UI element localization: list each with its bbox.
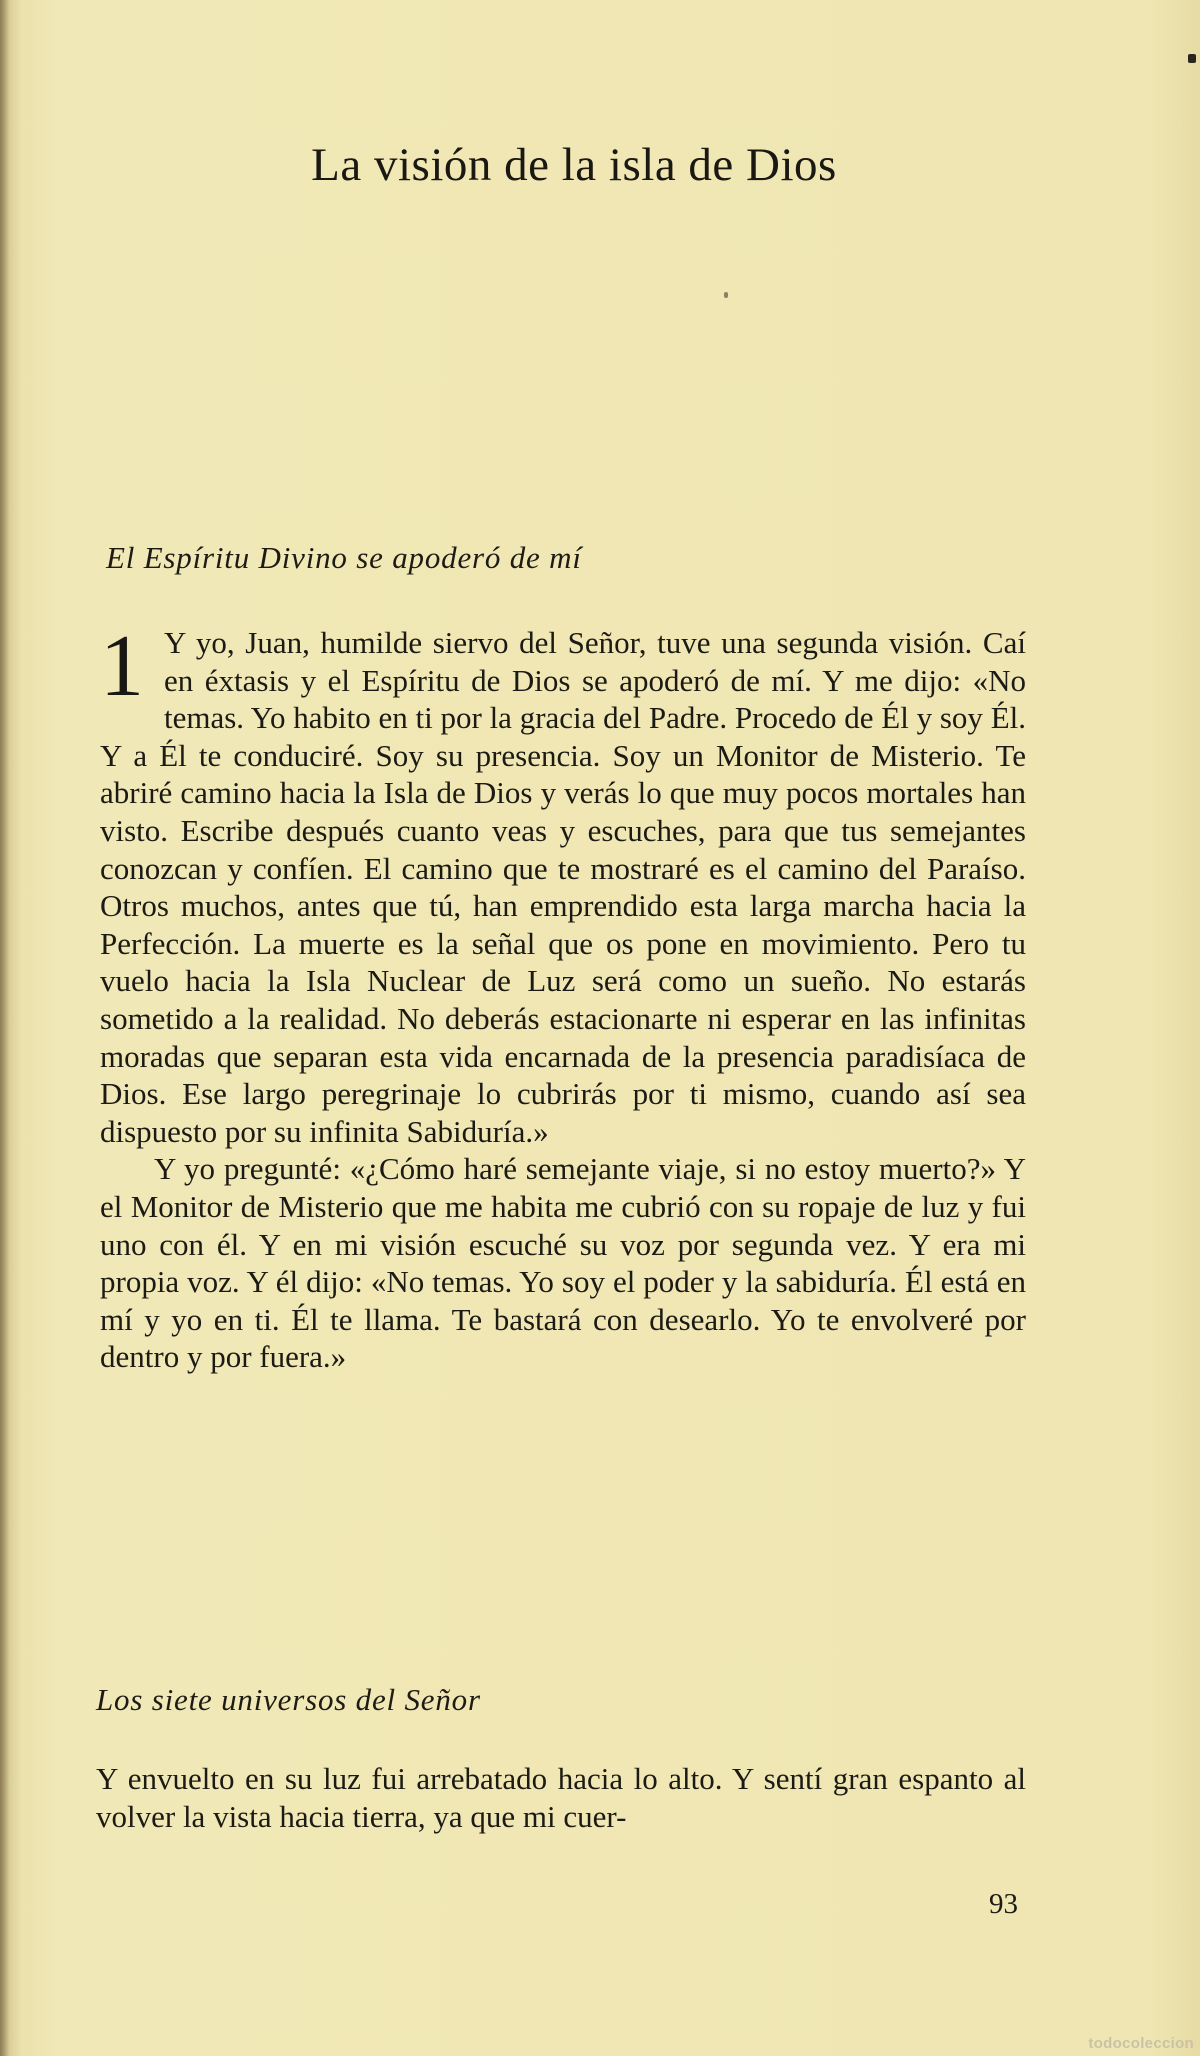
corner-mark bbox=[1188, 54, 1196, 63]
binding-shadow bbox=[0, 0, 10, 2056]
paragraph: Y envuelto en su luz fui arrebatado hacia lo alto. Y sentí gran espanto al volver la vista hacia tierra, ya que mi cuer- bbox=[96, 1761, 1026, 1834]
paragraph-text: Y yo, Juan, humilde siervo del Señor, tuve una segunda visión. Caí en éxtasis y el Espíritu de Dios se apoderó de mí. Y me dijo: «No temas. Yo habito en ti por la gracia del Padre. Procedo de Él y soy Él. Y a Él te conduciré. Soy su presencia. Soy un Monitor de Misterio. Te abriré camino hacia la Isla de Dios y verás lo que muy pocos mortales han visto. Escribe después cuanto veas y escuches, para que tus semejantes conozcan y confíen. El camino que te mostraré es el camino del Paraíso. Otros muchos, antes que tú, han emprendido esta larga marcha hacia la Perfección. La muerte es la señal que os pone en movimiento. Pero tu vuelo hacia la Isla Nuclear de Luz será como un sueño. No estarás sometido a la realidad. No deberás estacionarte ni esperar en las infinitas moradas que separan esta vida encarnada de la presencia paradisíaca de Dios. Ese largo peregrinaje lo cubrirás por ti mismo, cuando así sea dispuesto por su infinita Sabiduría.» bbox=[100, 625, 1026, 1149]
section-body-espiritu bbox=[100, 618, 1026, 1376]
section-heading-universos: Los siete universos del Señor bbox=[96, 1682, 481, 1717]
paragraph bbox=[100, 618, 1026, 1150]
section-body-universos bbox=[96, 1760, 1026, 1835]
page-number: 93 bbox=[989, 1888, 1018, 1920]
paragraph: Y yo pregunté: «¿Cómo haré semejante viaje, si no estoy muerto?» Y el Monitor de Misterio que me habita me cubrió con su ropaje de luz y fui uno con él. Y en mi visión escuché su voz por segunda vez. Y era mi propia voz. Y él dijo: «No temas. Yo soy el poder y la sabiduría. Él está en mí y yo en ti. Él te llama. Te bastará con desearlo. Yo te envolveré por dentro y por fuera.» bbox=[100, 1151, 1026, 1375]
section-heading-espiritu: El Espíritu Divino se apoderó de mí bbox=[106, 540, 582, 575]
drop-cap-number: 1 bbox=[100, 618, 144, 715]
watermark-logo: todocoleccion bbox=[1088, 2035, 1194, 2052]
chapter-title: La visión de la isla de Dios bbox=[311, 139, 837, 191]
paper-speck bbox=[724, 292, 728, 298]
